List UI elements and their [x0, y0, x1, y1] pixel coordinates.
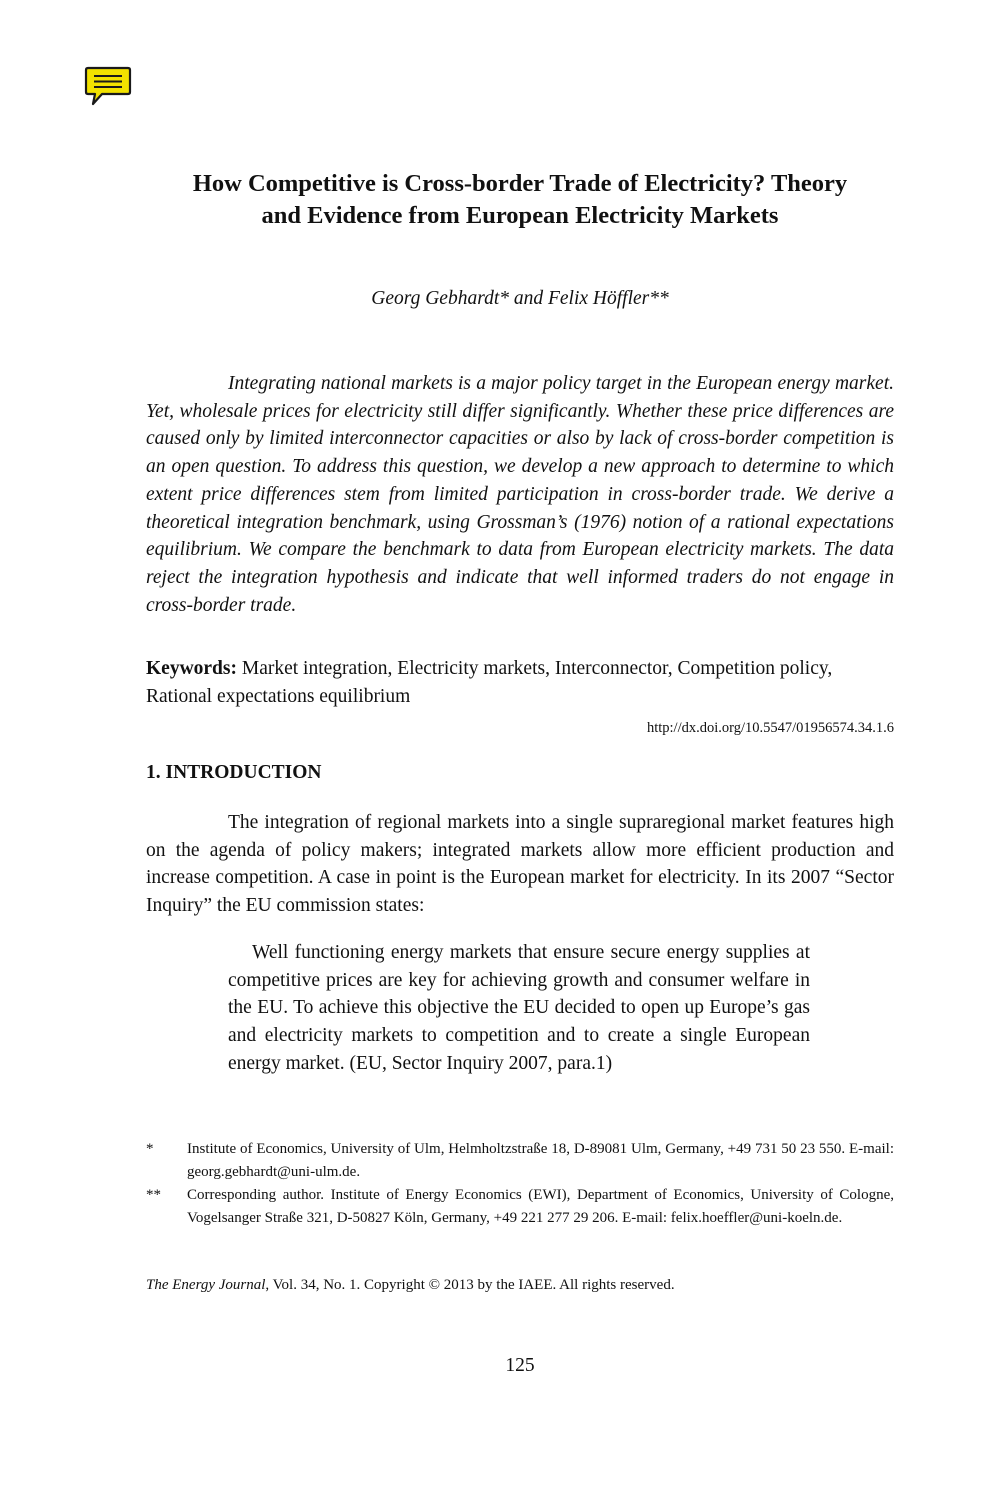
footnote-text: Corresponding author. Institute of Energy Economics (EWI), Department of Economics, University of Cologne, Vogelsanger Straße 321, D-50827 Köln, Germany, +49 221 277 29 206. E-mail: felix.hoeffler@uni-koeln.de.	[187, 1187, 894, 1226]
page-number: 125	[505, 1355, 535, 1376]
journal-name: The Energy Journal	[146, 1277, 266, 1293]
doi-link[interactable]: http://dx.doi.org/10.5547/01956574.34.1.6	[646, 720, 894, 736]
authors: Georg Gebhardt* and Felix Höffler**	[371, 288, 669, 309]
footnote-text: Institute of Economics, University of Ulm, Helmholtzstraße 18, D-89081 Ulm, Germany, +49 731 50 23 550. E-mail: georg.gebhardt@uni-ulm.de.	[187, 1141, 894, 1180]
footnote-mark: **	[146, 1187, 161, 1203]
keywords-label: Keywords:	[146, 658, 237, 679]
footnote	[146, 1184, 894, 1230]
comment-note-icon[interactable]	[84, 66, 132, 108]
footnote	[146, 1138, 894, 1184]
paper-title	[146, 168, 894, 232]
journal-details: , Vol. 34, No. 1. Copyright © 2013 by the IAEE. All rights reserved.	[265, 1277, 675, 1293]
keywords	[146, 655, 894, 710]
journal-citation	[146, 1277, 894, 1294]
title-line-1: How Competitive is Cross-border Trade of Electricity? Theory	[192, 170, 848, 197]
abstract: Integrating national markets is a major policy target in the European energy market. Yet, wholesale prices for electricity still differ significantly. Whether these price differences are caused only by limited interconnector capacities or also by lack of cross-border competition is an open question. To address this question, we develop a new approach to determine to which extent price differences stem from limited participation in cross-border trade. We derive a theoretical integration benchmark, using Grossman’s (1976) notion of a rational expectations equilibrium. We compare the benchmark to data from European electricity markets. The data reject the integration hypothesis and indicate that well informed traders do not engage in cross-border trade.	[146, 373, 894, 616]
title-line-2: and Evidence from European Electricity Markets	[261, 202, 779, 229]
footnote-mark: *	[146, 1141, 154, 1157]
keywords-text: Market integration, Electricity markets, Interconnector, Competition policy, Rational expectations equilibrium	[146, 658, 833, 707]
intro-paragraph: The integration of regional markets into a single supraregional market features high on the agenda of policy makers; integrated markets allow more efficient production and increase competition. A case in point is the European market for electricity. In its 2007 “Sector Inquiry” the EU commission states:	[146, 812, 894, 917]
section-heading: 1. INTRODUCTION	[146, 762, 322, 783]
block-quote: Well functioning energy markets that ensure secure energy supplies at competitive prices are key for achieving growth and consumer welfare in the EU. To achieve this objective the EU decided to open up Europe’s gas and electricity markets to competition and to create a single European energy market. (EU, Sector Inquiry 2007, para.1)	[228, 942, 810, 1074]
